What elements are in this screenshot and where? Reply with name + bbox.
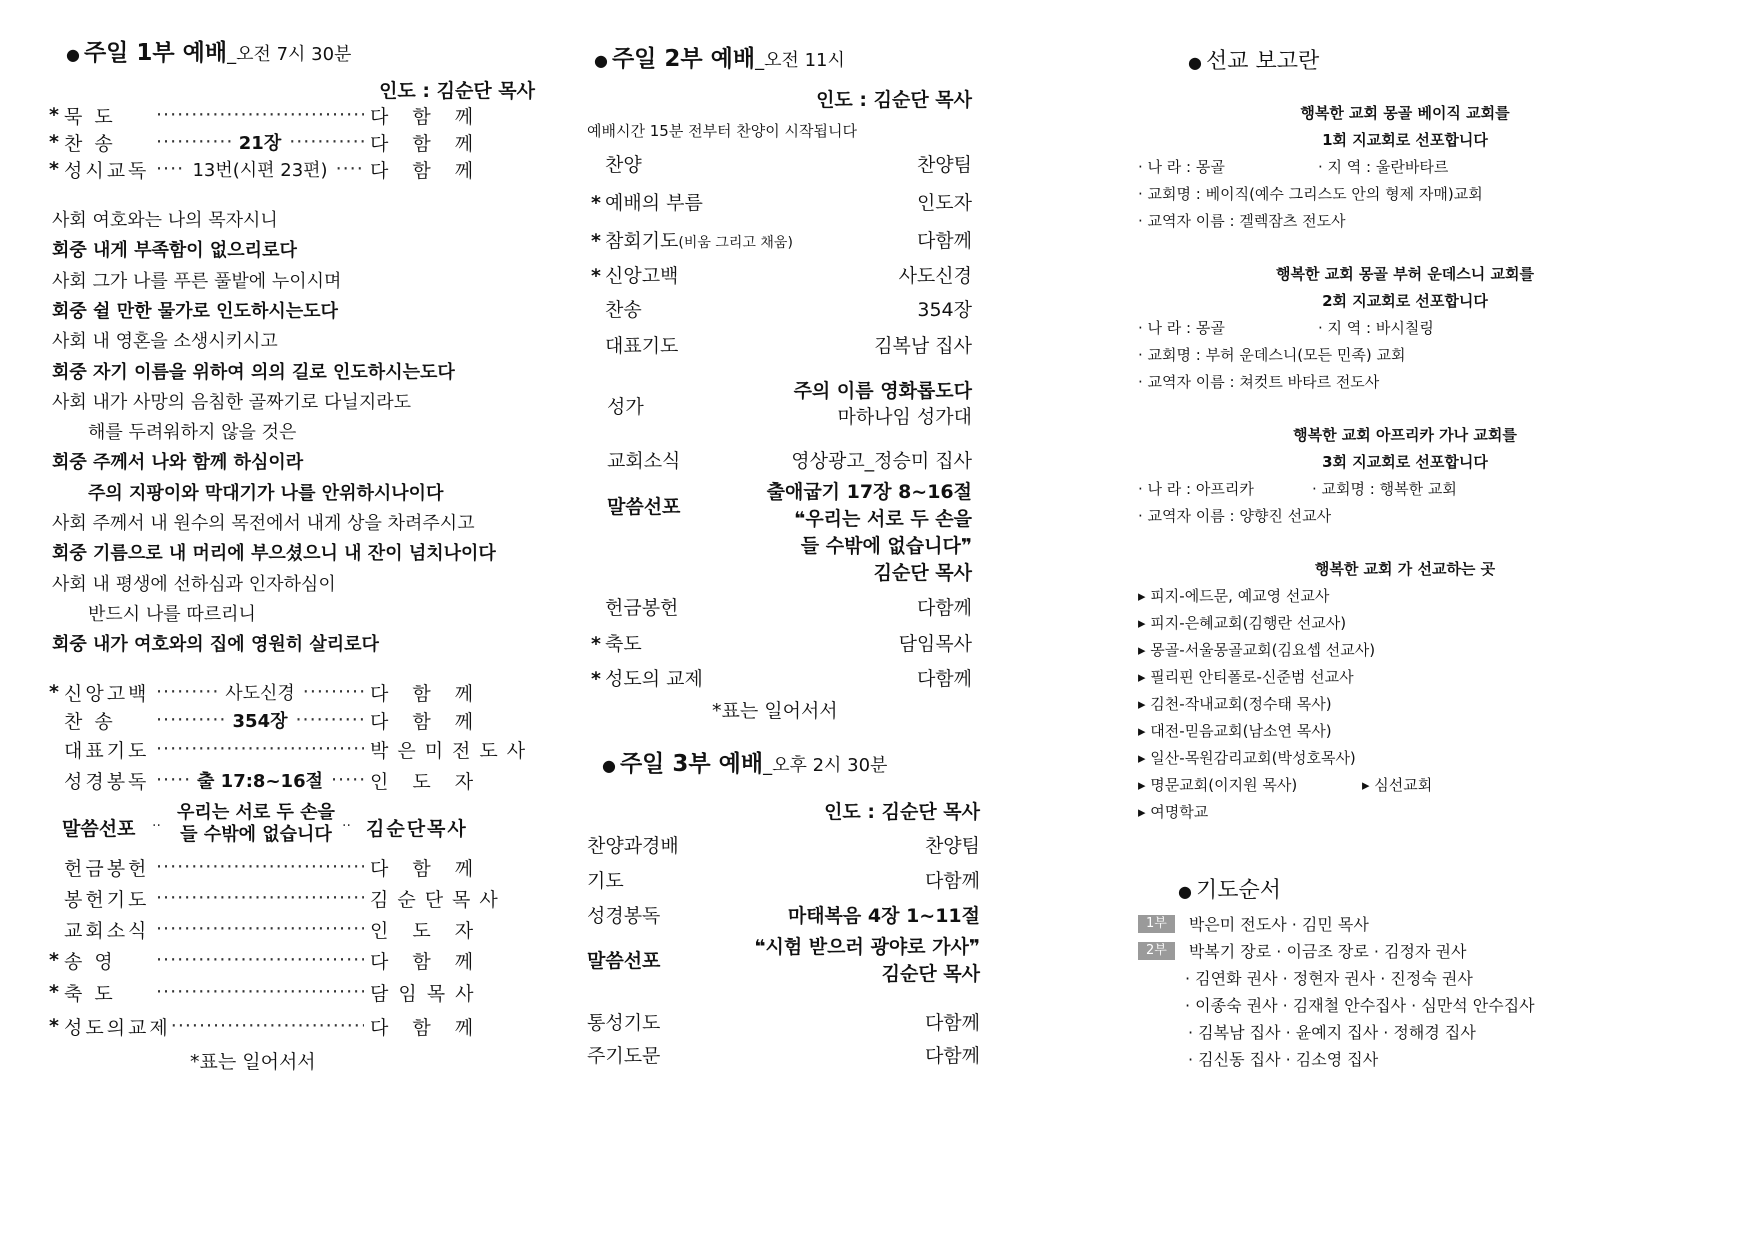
- mission-detail: · 나 라 : 몽골: [1138, 319, 1225, 337]
- order-label-wrap: [587, 331, 678, 358]
- mission-block-title: 행복한 교회 몽골 베이직 교회를: [1300, 104, 1510, 122]
- order-value: 다함께: [916, 668, 972, 690]
- order-row: [44, 978, 474, 1006]
- required-standing-icon: *: [49, 131, 59, 153]
- order-detail: 13번(시편 23편): [192, 160, 328, 181]
- service-tag: 2부: [1138, 942, 1175, 960]
- order-label-wrap: [587, 188, 703, 215]
- reading-line: 사회 그가 나를 푸른 풀밭에 누이시며: [52, 270, 342, 292]
- order-value: 김복남 집사: [874, 335, 972, 357]
- prayer-row: [1138, 939, 1466, 962]
- reading-line: 회중 내가 여호와의 집에 영원히 살리로다: [52, 634, 379, 656]
- order-value: 다 함 께: [370, 950, 483, 973]
- choir-anthem: 주의 이름 영화롭도다 마하나임 성가대: [793, 380, 972, 428]
- reading-line: 사회 내 영혼을 소생시키시고: [52, 331, 278, 353]
- reading-line: 회중 자기 이름을 위하여 의의 길로 인도하시는도다: [52, 361, 455, 383]
- reading-line: 사회 주께서 내 원수의 목전에서 내게 상을 차려주시고: [52, 513, 475, 534]
- reading-line: 회중 주께서 나와 함께 하심이라: [52, 452, 304, 474]
- order-label: 축도: [605, 633, 642, 655]
- order-label: 찬송: [605, 299, 642, 321]
- order-row: [587, 261, 972, 288]
- order-row: [587, 188, 972, 215]
- order-row: [587, 1041, 980, 1068]
- order-row: [44, 706, 483, 734]
- order-row: [587, 629, 972, 656]
- mission-detail: · 나 라 : 몽골: [1138, 158, 1225, 176]
- reading-line: 반드시 나를 따르리니: [88, 603, 256, 625]
- order-label-wrap: [587, 901, 660, 928]
- order-row: [587, 664, 972, 691]
- service-1-heading: ● 주일 1부 예배_오전 7시 30분: [66, 40, 352, 66]
- leader-dots: [156, 738, 364, 760]
- order-label: 축 도: [64, 982, 116, 1005]
- bullet-dot-icon: ●: [594, 51, 608, 70]
- leader-dots: [156, 158, 184, 180]
- leader-dots: [156, 918, 364, 940]
- order-label: 묵 도: [64, 105, 116, 128]
- required-standing-icon: *: [49, 681, 59, 703]
- mission-place: ▸ 심선교회: [1362, 776, 1433, 794]
- service-1-leader: 인도 : 김순단 목사: [379, 80, 535, 102]
- mission-detail: · 교역자 이름 : 쳐컷트 바타르 전도사: [1138, 373, 1380, 391]
- order-label: 성경봉독: [587, 905, 661, 927]
- order-label: 주기도문: [587, 1045, 661, 1067]
- reading-line: 사회 내 평생에 선하심과 인자하심이: [52, 573, 336, 595]
- sermon-label: 말씀선포: [62, 818, 136, 840]
- order-detail: 사도신경: [225, 683, 295, 704]
- order-label-wrap: [587, 664, 703, 691]
- mission-place: ▸ 여명학교: [1138, 803, 1209, 821]
- prayer-names: · 김신동 집사 · 김소영 집사: [1188, 1050, 1379, 1069]
- order-value: 마태복음 4장 1~11절: [787, 905, 980, 927]
- required-standing-icon: *: [49, 104, 59, 126]
- order-value: 찬양팀: [924, 835, 980, 857]
- prelude-note: 예배시간 15분 전부터 찬양이 시작됩니다: [587, 122, 858, 140]
- order-value: 담임목사: [898, 633, 972, 655]
- order-label: 신앙고백: [605, 265, 679, 287]
- news-value: 영상광고_정승미 집사: [791, 450, 972, 472]
- order-value: 김순단목사: [370, 888, 507, 911]
- order-label-wrap: [587, 150, 642, 177]
- bullet-dot-icon: ●: [602, 756, 616, 775]
- order-row: [587, 593, 972, 620]
- mission-detail: · 교회명 : 부허 운데스니(모든 민족) 교회: [1138, 346, 1406, 364]
- leader-dots: [295, 709, 364, 731]
- reading-line: 회중 기름으로 내 머리에 부으셨으니 내 잔이 넘치나이다: [52, 543, 496, 565]
- order-label: 성도의교제: [64, 1016, 171, 1039]
- order-row: [587, 866, 980, 893]
- order-label-wrap: [587, 295, 642, 322]
- order-label: 찬양: [605, 154, 642, 176]
- order-label: 찬 송: [64, 132, 116, 155]
- service-2-heading: ● 주일 2부 예배_오전 11시: [594, 46, 845, 72]
- service-tag: 1부: [1138, 915, 1175, 933]
- leader-dots: [156, 681, 217, 703]
- reading-line: 회중 내게 부족함이 없으리로다: [52, 240, 297, 262]
- order-value: 인 도 자: [370, 919, 483, 942]
- mission-block-title: 행복한 교회 아프리카 가나 교회를: [1293, 426, 1517, 444]
- order-row: [587, 331, 972, 358]
- order-detail: 354장: [232, 711, 288, 732]
- mission-detail: · 교회명 : 베이직(예수 그리스도 안의 형제 자매)교회: [1138, 185, 1483, 203]
- order-value: 다 함 께: [370, 105, 483, 128]
- order-label: 찬양과경배: [587, 835, 679, 857]
- mission-detail: · 지 역 : 울란바타르: [1318, 158, 1449, 176]
- order-row: [587, 226, 972, 253]
- order-label: 예배의 부름: [605, 192, 703, 214]
- order-row: [44, 155, 483, 183]
- mission-places-title: 행복한 교회 가 선교하는 곳: [1314, 560, 1496, 578]
- leader-dots: [156, 769, 189, 791]
- order-label: 성도의 교제: [605, 668, 703, 690]
- order-detail: 21장: [238, 133, 282, 154]
- order-row: [44, 678, 483, 706]
- leader-dots: [156, 981, 364, 1003]
- prayer-heading: ● 기도순서: [1178, 878, 1281, 903]
- order-value: 다함께: [916, 597, 972, 619]
- mission-place: ▸ 몽골-서울몽골교회(김요셉 선교사): [1138, 641, 1376, 659]
- order-value: 다함께: [924, 1012, 980, 1034]
- order-label-note: (비움 그리고 채움): [678, 235, 793, 251]
- bullet-dot-icon: ●: [66, 45, 80, 64]
- order-label-wrap: [587, 866, 624, 893]
- mission-block-subtitle: 2회 지교회로 선포합니다: [1322, 292, 1488, 310]
- required-standing-icon: *: [49, 158, 59, 180]
- mission-place: ▸ 일산-목원감리교회(박성호목사): [1138, 749, 1356, 767]
- order-row: [44, 735, 535, 763]
- leader-dots: [303, 681, 364, 703]
- mission-block-subtitle: 1회 지교회로 선포합니다: [1322, 131, 1488, 149]
- order-row: [44, 101, 483, 129]
- mission-detail: · 교역자 이름 : 양향진 선교사: [1138, 507, 1332, 525]
- order-label: 찬 송: [64, 710, 116, 733]
- order-label: 통성기도: [587, 1012, 661, 1034]
- order-label: 대표기도: [605, 335, 679, 357]
- order-row: [44, 884, 507, 912]
- mission-detail: · 나 라 : 아프리카: [1138, 480, 1254, 498]
- order-label: 봉헌기도: [64, 888, 150, 911]
- order-label: 참회기도: [605, 230, 679, 252]
- sermon-info: 출애굽기 17장 8~16절 ❝우리는 서로 두 손을 들 수밖에 없습니다❞ 김순단 목사: [766, 481, 972, 584]
- order-value: 다함께: [916, 230, 972, 252]
- required-standing-icon: *: [591, 230, 601, 252]
- prayer-names: · 김연화 권사 · 정현자 권사 · 진정숙 권사: [1185, 969, 1473, 988]
- order-detail: 출 17:8~16절: [197, 771, 323, 792]
- bullet-dot-icon: ●: [1188, 53, 1202, 72]
- order-row: [587, 295, 972, 322]
- order-value: 다 함 께: [370, 710, 483, 733]
- prayer-names: 박은미 전도사 · 김민 목사: [1188, 915, 1369, 934]
- required-standing-icon: *: [49, 1015, 59, 1037]
- order-value: 다 함 께: [370, 159, 483, 182]
- choir-label: 성가: [607, 396, 644, 418]
- reading-line: 회중 쉴 만한 물가로 인도하시는도다: [52, 300, 338, 322]
- leader-dots: [156, 949, 364, 971]
- mission-place: ▸ 피지-은혜교회(김행란 선교사): [1138, 614, 1347, 632]
- order-label-wrap: [587, 1008, 660, 1035]
- order-label-wrap: [587, 1041, 660, 1068]
- prayer-names: · 김복남 집사 · 윤예지 집사 · 정해경 집사: [1188, 1023, 1476, 1042]
- order-value: 다 함 께: [370, 132, 483, 155]
- leader-dots: [171, 1015, 364, 1037]
- order-value: 인도자: [916, 192, 972, 214]
- order-row: [44, 766, 483, 794]
- reading-line: 주의 지팡이와 막대기가 나를 안위하시나이다: [88, 482, 444, 504]
- reading-line: 사회 여호와는 나의 목자시니: [52, 210, 278, 231]
- order-value: 인 도 자: [370, 770, 483, 793]
- order-row: [44, 915, 483, 943]
- leader-dots: ··: [152, 818, 161, 834]
- order-label: 성경봉독: [64, 770, 150, 793]
- mission-block-subtitle: 3회 지교회로 선포합니다: [1322, 453, 1488, 471]
- required-standing-icon: *: [591, 265, 601, 287]
- service-3-leader: 인도 : 김순단 목사: [824, 801, 980, 823]
- news-label: 교회소식: [607, 450, 681, 472]
- order-label: 교회소식: [64, 919, 150, 942]
- leader-dots: [156, 856, 364, 878]
- standing-note: *표는 일어서서: [190, 1051, 316, 1073]
- prayer-row: [1138, 912, 1369, 935]
- sermon-preacher: 김순단목사: [366, 818, 468, 840]
- prayer-row: [1185, 993, 1535, 1016]
- order-label: 신앙고백: [64, 682, 150, 705]
- order-value: 다 함 께: [370, 1016, 483, 1039]
- mission-place: ▸ 김천-작내교회(정수태 목사): [1138, 695, 1332, 713]
- leader-dots: [156, 887, 364, 909]
- order-value: 박은미전도사: [370, 739, 535, 762]
- order-value: 담 임 목 사: [370, 982, 476, 1005]
- order-row: [587, 901, 980, 928]
- mission-place: ▸ 피지-에드문, 예교영 선교사: [1138, 587, 1330, 605]
- sermon-label: 말씀선포: [587, 950, 661, 972]
- order-value: 다 함 께: [370, 857, 483, 880]
- order-label: 헌금봉헌: [605, 597, 679, 619]
- order-value: 다함께: [924, 870, 980, 892]
- service-2-leader: 인도 : 김순단 목사: [816, 89, 972, 111]
- order-label: 기도: [587, 870, 624, 892]
- leader-dots: [331, 769, 364, 791]
- reading-line: 해를 두려워하지 않을 것은: [88, 422, 297, 444]
- prayer-names: · 이종숙 권사 · 김재철 안수집사 · 심만석 안수집사: [1185, 996, 1535, 1015]
- sermon-label: 말씀선포: [607, 496, 681, 518]
- prayer-row: [1185, 966, 1473, 989]
- order-value: 사도신경: [898, 265, 972, 287]
- prayer-row: [1188, 1020, 1476, 1043]
- mission-detail: · 지 역 : 바시칠링: [1318, 319, 1434, 337]
- required-standing-icon: *: [591, 668, 601, 690]
- required-standing-icon: *: [591, 192, 601, 214]
- order-row: [44, 946, 483, 974]
- sermon-info: ❝시험 받으러 광야로 가사❞ 김순단 목사: [754, 936, 980, 985]
- order-label: 성시교독: [64, 159, 150, 182]
- required-standing-icon: *: [591, 633, 601, 655]
- mission-place: ▸ 필리핀 안티폴로-신준범 선교사: [1138, 668, 1354, 686]
- order-row: [44, 853, 483, 881]
- order-label-wrap: [587, 831, 679, 858]
- mission-block-title: 행복한 교회 몽골 부허 운데스니 교회를: [1276, 265, 1534, 283]
- mission-place: ▸ 대전-믿음교회(남소연 목사): [1138, 722, 1332, 740]
- leader-dots: [156, 104, 364, 126]
- leader-dots: [289, 131, 364, 153]
- required-standing-icon: *: [49, 981, 59, 1003]
- service-3-heading: ● 주일 3부 예배_오후 2시 30분: [602, 751, 888, 777]
- order-row: [44, 128, 483, 156]
- order-label: 헌금봉헌: [64, 857, 150, 880]
- order-row: [587, 150, 972, 177]
- leader-dots: [156, 131, 231, 153]
- prayer-row: [1188, 1047, 1378, 1070]
- mission-detail: · 교역자 이름 : 겔렉잠츠 전도사: [1138, 212, 1346, 230]
- order-row: [587, 831, 980, 858]
- order-label-wrap: [587, 261, 678, 288]
- order-value: 354장: [917, 299, 972, 321]
- order-label: 송 영: [64, 950, 116, 973]
- order-label-wrap: [587, 593, 678, 620]
- order-label: 대표기도: [64, 739, 150, 762]
- order-row: [44, 1012, 483, 1040]
- mission-place: ▸ 명문교회(이지원 목사): [1138, 776, 1298, 794]
- mission-heading: ● 선교 보고란: [1188, 49, 1320, 74]
- order-value: 찬양팀: [916, 154, 972, 176]
- leader-dots: [336, 158, 364, 180]
- required-standing-icon: *: [49, 949, 59, 971]
- order-value: 다 함 께: [370, 682, 483, 705]
- order-label-wrap: [587, 629, 642, 656]
- standing-note: *표는 일어서서: [712, 700, 838, 722]
- mission-detail: · 교회명 : 행복한 교회: [1312, 480, 1457, 498]
- prayer-names: 박복기 장로 · 이금조 장로 · 김정자 권사: [1188, 942, 1467, 961]
- order-row: [587, 1008, 980, 1035]
- sermon-title: 우리는 서로 두 손을 들 수밖에 없습니다: [177, 802, 335, 845]
- leader-dots: ··: [342, 818, 351, 834]
- order-value: 다함께: [924, 1045, 980, 1067]
- order-label-wrap: [587, 226, 793, 253]
- reading-line: 사회 내가 사망의 음침한 골짜기로 다닐지라도: [52, 391, 411, 413]
- leader-dots: [156, 709, 225, 731]
- bullet-dot-icon: ●: [1178, 882, 1192, 901]
